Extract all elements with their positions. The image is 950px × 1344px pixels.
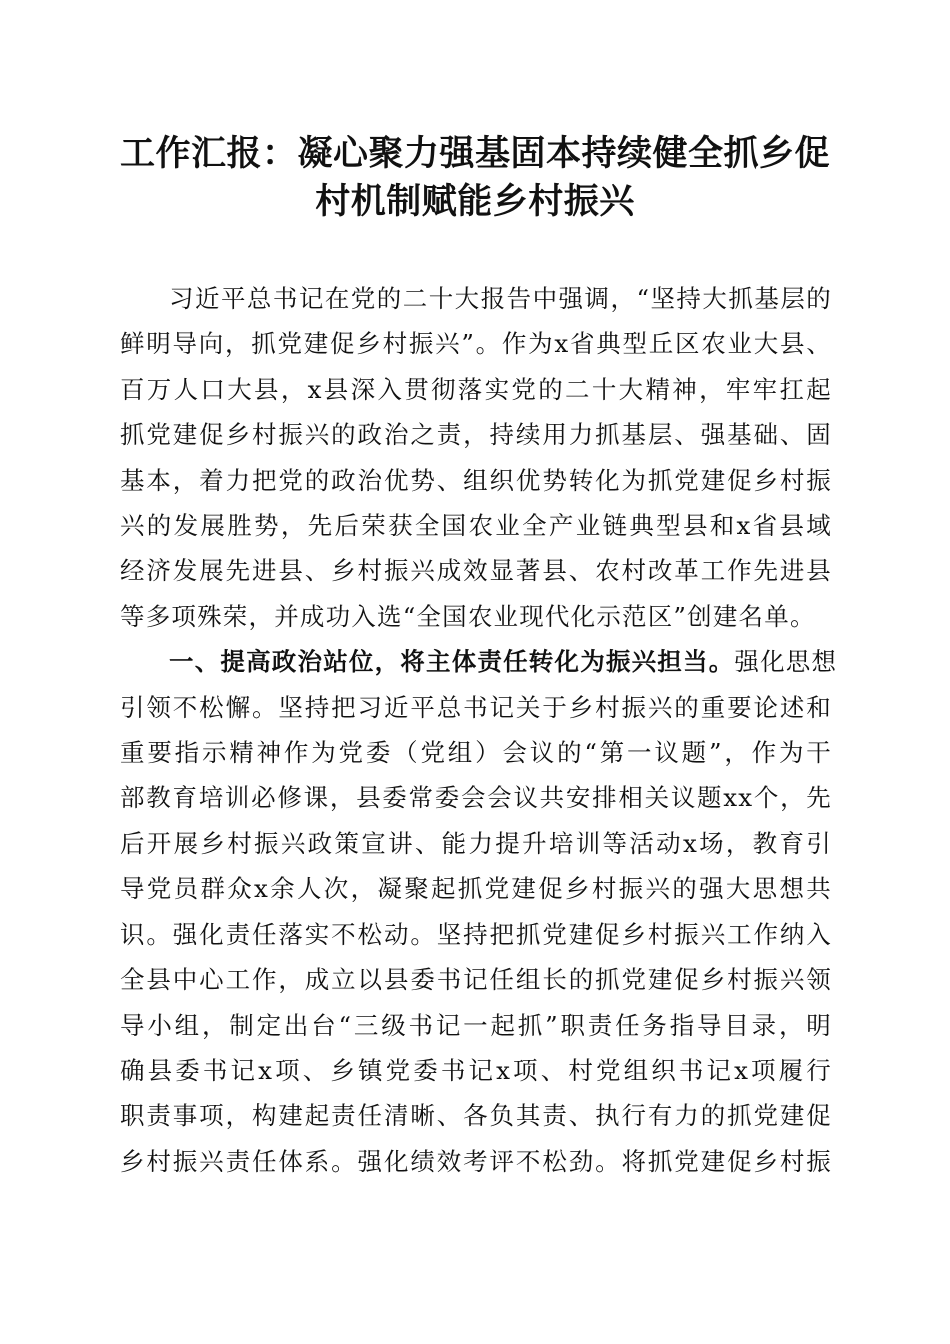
paragraph-line: 百万人口大县，x县深入贯彻落实党的二十大精神，牢牢扛起 [120, 374, 832, 404]
paragraph-line: 习近平总书记在党的二十大报告中强调，“坚持大抓基层的 [169, 284, 832, 313]
paragraph-line: 等多项殊荣，并成功入选“全国农业现代化示范区”创建名单。 [120, 601, 816, 631]
section-1-first-line [120, 639, 838, 684]
paragraph-line: 全县中心工作，成立以县委书记任组长的抓党建促乡村振兴领 [120, 965, 832, 995]
paragraph-line: 部教育培训必修课，县委常委会会议共安排相关议题xx个，先 [120, 783, 832, 813]
paragraph-line: 重要指示精神作为党委（党组）会议的“第一议题”，作为干 [120, 738, 832, 768]
paragraph-line: 导小组，制定出台“三级书记一起抓”职责任务指导目录，明 [120, 1010, 832, 1040]
paragraph-line: 乡村振兴责任体系。强化绩效考评不松劲。将抓党建促乡村振 [120, 1146, 832, 1176]
section-1-heading: 一、提高政治站位，将主体责任转化为振兴担当。 [169, 647, 735, 677]
paragraph-line: 确县委书记x项、乡镇党委书记x项、村党组织书记x项履行 [120, 1055, 832, 1085]
paragraph-line: 抓党建促乡村振兴的政治之责，持续用力抓基层、强基础、固 [120, 420, 832, 450]
paragraph-line: 识。强化责任落实不松动。坚持把抓党建促乡村振兴工作纳入 [120, 919, 832, 949]
document-body [120, 276, 838, 1184]
section-1-first-line-rest: 强化思想 [734, 647, 838, 677]
paragraph-line: 引领不松懈。坚持把习近平总书记关于乡村振兴的重要论述和 [120, 692, 832, 722]
paragraph-line: 兴的发展胜势，先后荣获全国农业全产业链典型县和x省县域 [120, 511, 832, 541]
paragraph-line: 后开展乡村振兴政策宣讲、能力提升培训等活动x场，教育引 [120, 828, 832, 858]
paragraph-line: 导党员群众x余人次，凝聚起抓党建促乡村振兴的强大思想共 [120, 874, 832, 904]
paragraph-line: 基本，着力把党的政治优势、组织优势转化为抓党建促乡村振 [120, 465, 832, 495]
section-1-paragraph [120, 639, 838, 1184]
paragraph-line: 鲜明导向，抓党建促乡村振兴”。作为x省典型丘区农业大县、 [120, 329, 832, 359]
title-line-1: 工作汇报：凝心聚力强基固本持续健全抓乡促 [119, 134, 830, 174]
document-title [100, 130, 850, 226]
intro-paragraph [120, 276, 832, 639]
title-line-2: 村机制赋能乡村振兴 [315, 182, 635, 222]
paragraph-line: 职责事项，构建起责任清晰、各负其责、执行有力的抓党建促 [120, 1101, 832, 1131]
paragraph-line: 经济发展先进县、乡村振兴成效显著县、农村改革工作先进县 [120, 556, 832, 586]
